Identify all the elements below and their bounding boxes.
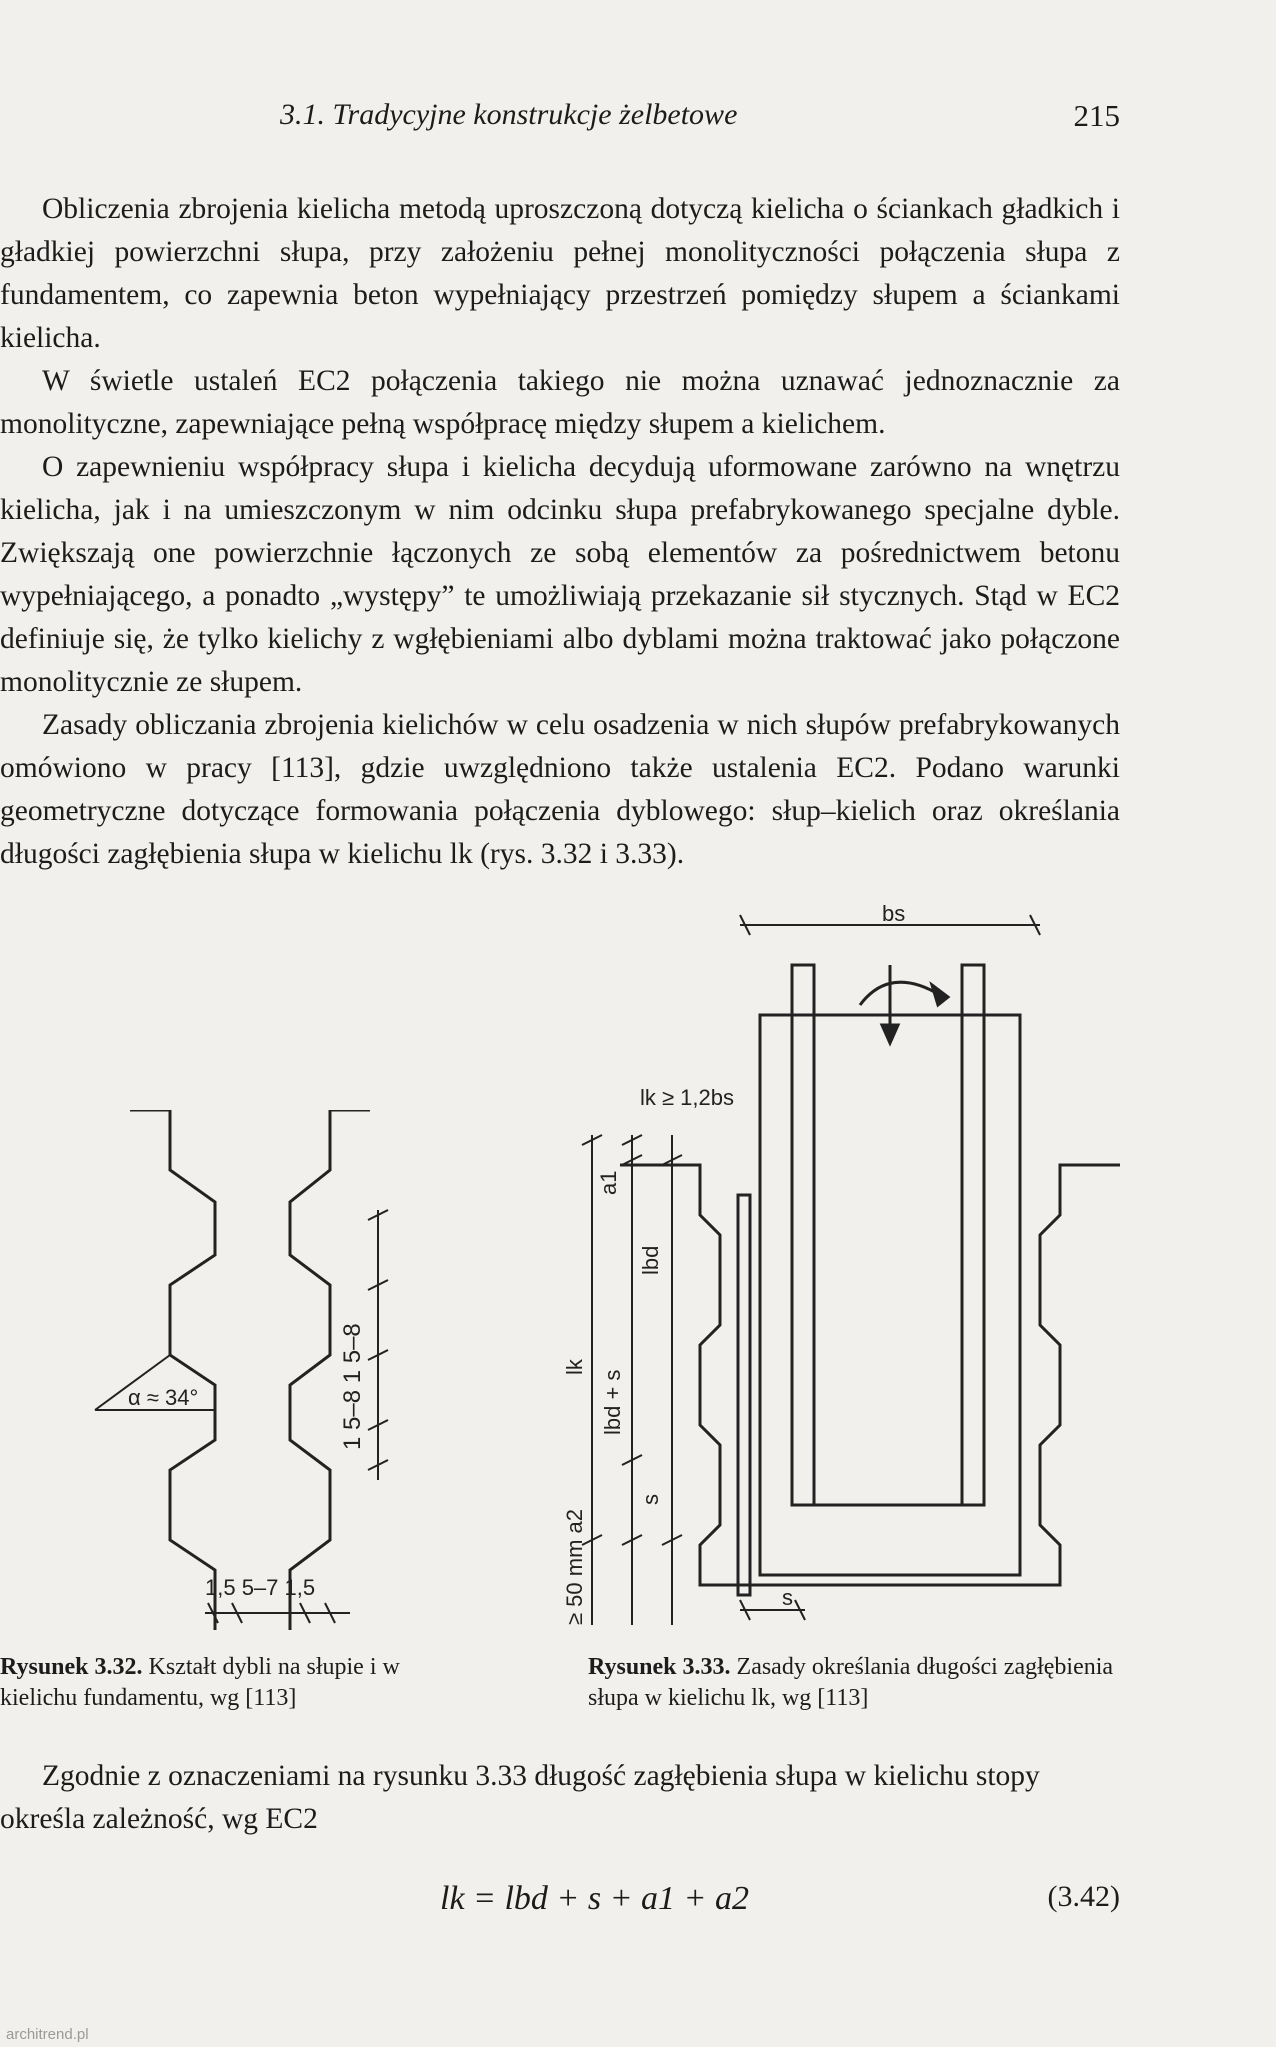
label-a2: ≥ 50 mm a2 (562, 1508, 587, 1625)
after-paragraph: Zgodnie z oznaczeniami na rysunku 3.33 długość zagłębienia słupa w kielichu stopy określa zależność, wg EC2 (0, 1760, 1040, 1835)
after-text (0, 1755, 1120, 1841)
column-outline (760, 1015, 1020, 1575)
paragraph-3: O zapewnieniu współpracy słupa i kielicha decydują uformowane zarówno na wnętrzu kielicha, jak i na umieszczonym w nim odcinku słupa prefabrykowanego specjalne dyble. Zwiększają one powierzchnie łączonych ze sobą elementów za pośrednictwem betonu wypełniającego, a ponadto „występy” te umożliwiają przekazanie sił stycznych. Stąd w EC2 definiuje się, że tylko kielichy z wgłębieniami albo dyblami można traktować jako połączone monolitycznie ze słupem. (0, 451, 1120, 698)
label-a1: a1 (596, 1170, 621, 1195)
caption-3-32-label: Rysunek 3.32. (0, 1654, 143, 1680)
figure-3-32 (0, 1110, 560, 1630)
label-lbd: lbd (638, 1245, 663, 1275)
watermark: architrend.pl (6, 2026, 89, 2043)
paragraph-4: Zasady obliczania zbrojenia kielichów w celu osadzenia w nich słupów prefabrykowanych omówiono w pracy [113], gdzie uwzględniono także ustalenia EC2. Podano warunki geometryczne dotyczące formowania połączenia dyblowego: słup–kielich oraz określania długości zagłębienia słupa w kielichu lk (rys. 3.32 i 3.33). (0, 709, 1120, 870)
running-head (280, 98, 1120, 132)
label-s-vertical: s (638, 1494, 663, 1505)
label-lk: lk (562, 1359, 587, 1375)
label-lk-condition: lk ≥ 1,2bs (640, 1085, 735, 1110)
paragraph-2: W świetle ustaleń EC2 połączenia takiego nie można uznawać jednoznacznie za monolityczne, zapewniające pełną współpracę między słupem a kielichem. (0, 365, 1120, 440)
dim-bottom-label: 1,5 5–7 1,5 (205, 1575, 316, 1600)
formula-expression: lk = lbd + s + a1 + a2 (440, 1880, 749, 1917)
caption-3-32 (0, 1652, 460, 1714)
body-text (0, 188, 1120, 876)
column-profile (170, 1110, 215, 1630)
paragraph-1: Obliczenia zbrojenia kielicha metodą uproszczoną dotyczą kielicha o ściankach gładkich i gładkiej powierzchni słupa, przy założeniu pełnej monolityczności połączenia słupa z fundamentem, co zapewnia beton wypełniający przestrzeń pomiędzy słupem a ściankami kielicha. (0, 193, 1120, 354)
caption-3-33-label: Rysunek 3.33. (588, 1654, 731, 1680)
socket-outline (620, 1165, 1120, 1585)
running-head-title: 3.1. Tradycyjne konstrukcje żelbetowe (280, 98, 738, 131)
label-bs: bs (882, 905, 906, 926)
label-lbd-s: lbd + s (600, 1369, 625, 1435)
figure-3-33 (560, 905, 1120, 1635)
formula-3-42 (440, 1880, 1120, 1918)
page-number: 215 (1073, 98, 1120, 133)
angle-label: α ≈ 34° (128, 1385, 199, 1410)
label-s-bottom: s (782, 1585, 793, 1610)
caption-3-33-text: Zasady określania długości zagłębienia słupa w kielichu lk, wg [113] (588, 1654, 1114, 1711)
caption-3-32-text: Kształt dybli na słupie i w kielichu fundamentu, wg [113] (0, 1654, 400, 1711)
equation-number: (3.42) (1047, 1880, 1120, 1913)
socket-profile (290, 1110, 330, 1630)
caption-3-33 (588, 1652, 1118, 1714)
dim-right-label: 1 5–8 1 5–8 (339, 1323, 366, 1450)
